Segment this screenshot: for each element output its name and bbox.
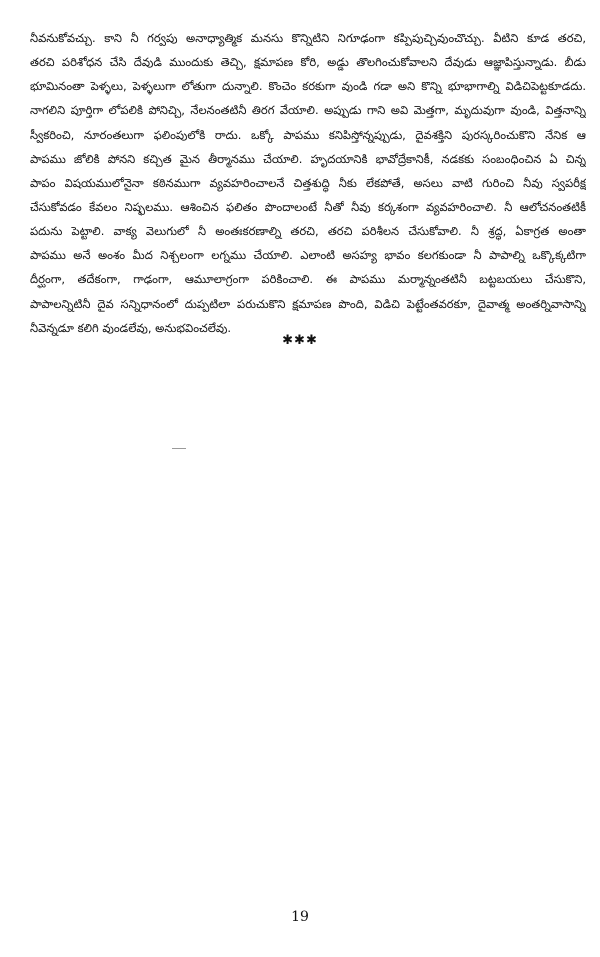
text-line: పదును పెట్టాలి. వాక్య వెలుగులో నీ అంతఃకరణాల్ని తరచి, తరచి పరిశీలన చేసుకోవాలి. నీ శ్రద్ధ, ఏకాగ్రత అంతా — [30, 224, 586, 239]
body-paragraph — [30, 26, 586, 340]
text-line: పాపం విషయములోనైనా కఠినముగా వ్యవహరించాలనే చిత్తశుద్ధి నీకు లేకపోతే, అసలు వాటి గురించి నీవు స్వపరీక్ష — [30, 175, 586, 190]
text-line: నీవనుకోవచ్చు. కాని నీ గర్వపు అనాధ్యాత్మిక మనసు కొన్నిటిని నిగూఢంగా కప్పిపుచ్చివుంచొచ్చు. వీటిని కూడ తరచి, — [30, 31, 586, 45]
section-separator: ✱✱✱ — [282, 333, 318, 348]
scan-mark — [172, 448, 186, 449]
text-line: స్వీకరించి, నూరంతలుగా ఫలింపులోకి రాదు. ఒక్కో పాపము కనిపిస్తోన్నప్పుడు, దైవశక్తిని పురస్కరించుకొని నేనిక ఆ — [30, 127, 586, 142]
page-number: 19 — [291, 909, 309, 925]
text-line: పాపాలన్నిటినీ దైవ సన్నిధానంలో దుప్పటిలా పరుచుకొని క్షమాపణ పొంది, విడిచి పెట్టేంతవరకూ, దైవాత్మ అంతర్నివాసాన్ని — [30, 296, 586, 311]
text-line: తరచి పరిశోధన చేసి దేవుడి ముందుకు తెచ్చి, క్షమాపణ కోరి, అడ్డు తొలగించుకోవాలని దేవుడు ఆజ్ఞాపిస్తున్నాడు. బీడు — [30, 55, 586, 70]
text-line: నాగలిని పూర్తిగా లోపలికి పోనిచ్చి, నేలనంతటినీ తిరగ వేయాలి. అప్పుడు గాని అవి మెత్తగా, మృదువుగా వుండి, విత్తనాన్ని — [30, 103, 586, 118]
text-line: నీవెన్నడూ కలిగి వుండలేవు, అనుభవించలేవు. — [30, 320, 232, 335]
text-line: పాపము అనే అంశం మీద నిశ్చలంగా లగ్నము చేయాలి. ఎలాంటి అసహ్య భావం కలగకుండా నీ పాపాల్ని ఒక్కొక్కటిగా — [30, 248, 586, 263]
text-line: దీర్ఘంగా, తదేకంగా, గాఢంగా, ఆమూలాగ్రంగా పరికించాలి. ఈ పాపము మర్మాన్నంతటినీ బట్టబయలు చేసుకొని, — [30, 272, 586, 287]
text-line: భూమినంతా పెళ్ళలు, పెళ్ళలుగా లోతుగా దున్నాలి. కొంచెం కరకుగా వుండి గడా అని కొన్ని భూభాగాల్ని విడిచిపెట్టకూడదు. — [30, 79, 586, 94]
text-line: పాపము జోలికి పోనని కచ్చిత మైన తీర్మానము చేయాలి. హృదయానికి భావోద్రేకానికీ, నడకకు సంబంధించిన ఏ చిన్న — [30, 151, 586, 166]
text-line: చేసుకోవడం కేవలం నిష్ఫలము. ఆశించిన ఫలితం పొందాలంటే నీతో నీవు కర్కశంగా వ్యవహరించాలి. నీ ఆలోచనంతటికీ — [30, 199, 586, 214]
